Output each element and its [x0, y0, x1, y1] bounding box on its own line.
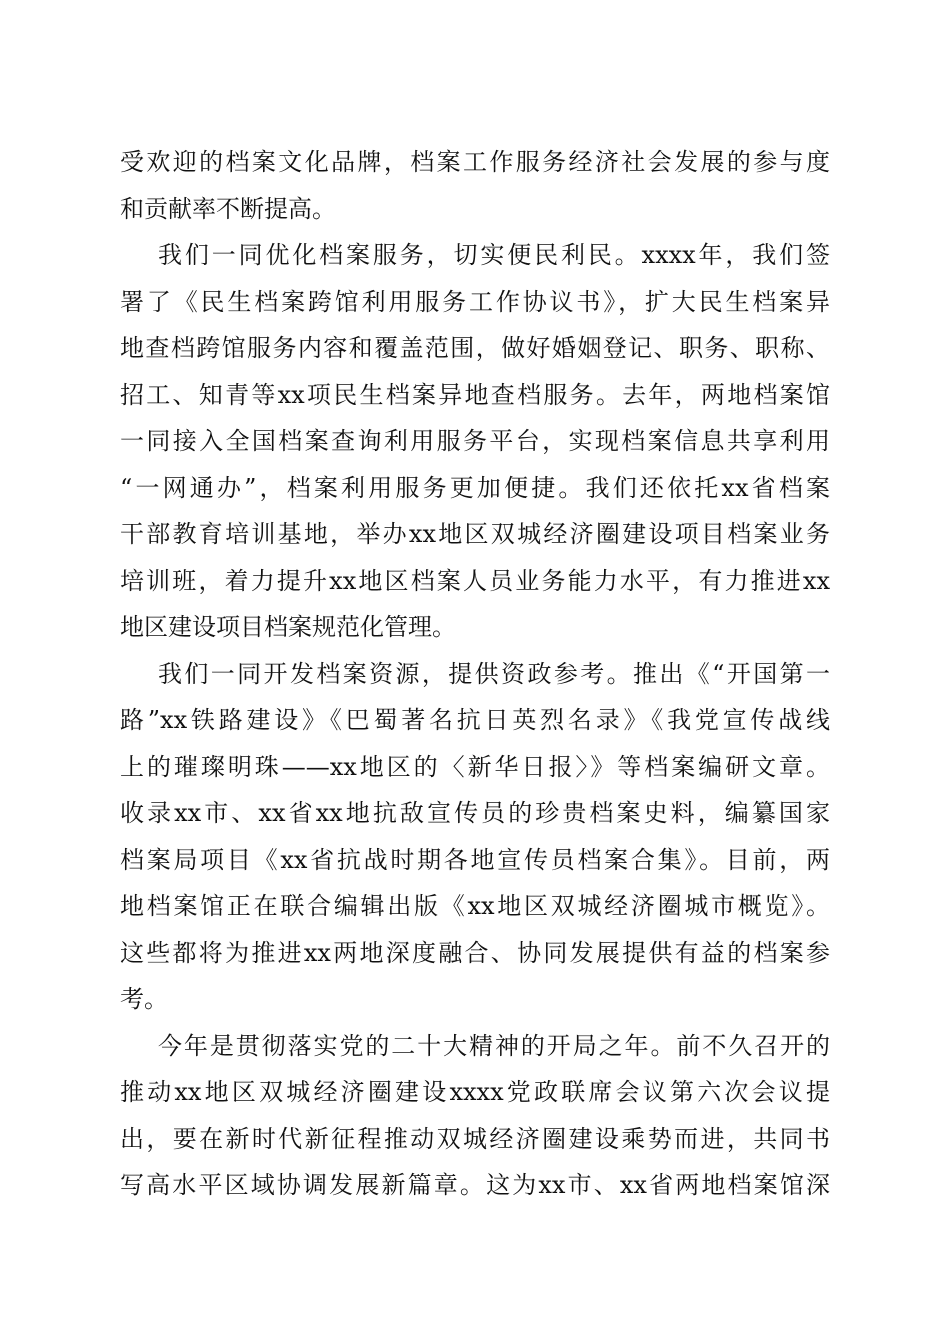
text-line: 一同接入全国档案查询利用服务平台，实现档案信息共享利用 — [120, 427, 830, 455]
text-line: 署了《民生档案跨馆利用服务工作协议书》，扩大民生档案异 — [120, 287, 830, 316]
text-line: 这些都将为推进xx两地深度融合、协同发展提供有益的档案参 — [120, 938, 830, 967]
text-line: 和贡献率不断提高。 — [120, 194, 336, 223]
text-line: 我们一同优化档案服务，切实便民利民。xxxx年，我们签 — [158, 241, 830, 269]
text-line: 干部教育培训基地，举办xx地区双城经济圈建设项目档案业务 — [120, 520, 830, 548]
text-line: 上的璀璨明珠——xx地区的〈新华日报〉》等档案编研文章。 — [120, 752, 830, 781]
text-line: 今年是贯彻落实党的二十大精神的开局之年。前不久召开的 — [158, 1031, 830, 1060]
text-line: 地档案馆正在联合编辑出版《xx地区双城经济圈城市概览》。 — [120, 892, 830, 920]
text-line: 培训班，着力提升xx地区档案人员业务能力水平，有力推进xx — [120, 566, 830, 595]
text-line: 收录xx市、xx省xx地抗敌宣传员的珍贵档案史料，编纂国家 — [120, 799, 830, 827]
text-line: 出，要在新时代新征程推动双城经济圈建设乘势而进，共同书 — [120, 1124, 830, 1153]
text-line: 地区建设项目档案规范化管理。 — [120, 613, 456, 641]
text-line: 我们一同开发档案资源，提供资政参考。推出《“开国第一 — [158, 659, 830, 688]
text-line: 推动xx地区双城经济圈建设xxxx党政联席会议第六次会议提 — [120, 1078, 830, 1106]
text-line: 地查档跨馆服务内容和覆盖范围，做好婚姻登记、职务、职称、 — [120, 334, 830, 362]
text-line: 招工、知青等xx项民生档案异地查档服务。去年，两地档案馆 — [120, 380, 830, 409]
text-line: 写高水平区域协调发展新篇章。这为xx市、xx省两地档案馆深 — [120, 1171, 830, 1199]
text-line: “一网通办”，档案利用服务更加便捷。我们还依托xx省档案 — [120, 473, 830, 502]
document-body-text — [120, 139, 830, 1209]
text-line: 考。 — [120, 985, 168, 1013]
text-line: 档案局项目《xx省抗战时期各地宣传员档案合集》。目前，两 — [120, 845, 830, 874]
text-line: 路”xx铁路建设》《巴蜀著名抗日英烈名录》《我党宣传战线 — [120, 706, 830, 734]
text-line: 受欢迎的档案文化品牌，档案工作服务经济社会发展的参与度 — [120, 148, 830, 176]
